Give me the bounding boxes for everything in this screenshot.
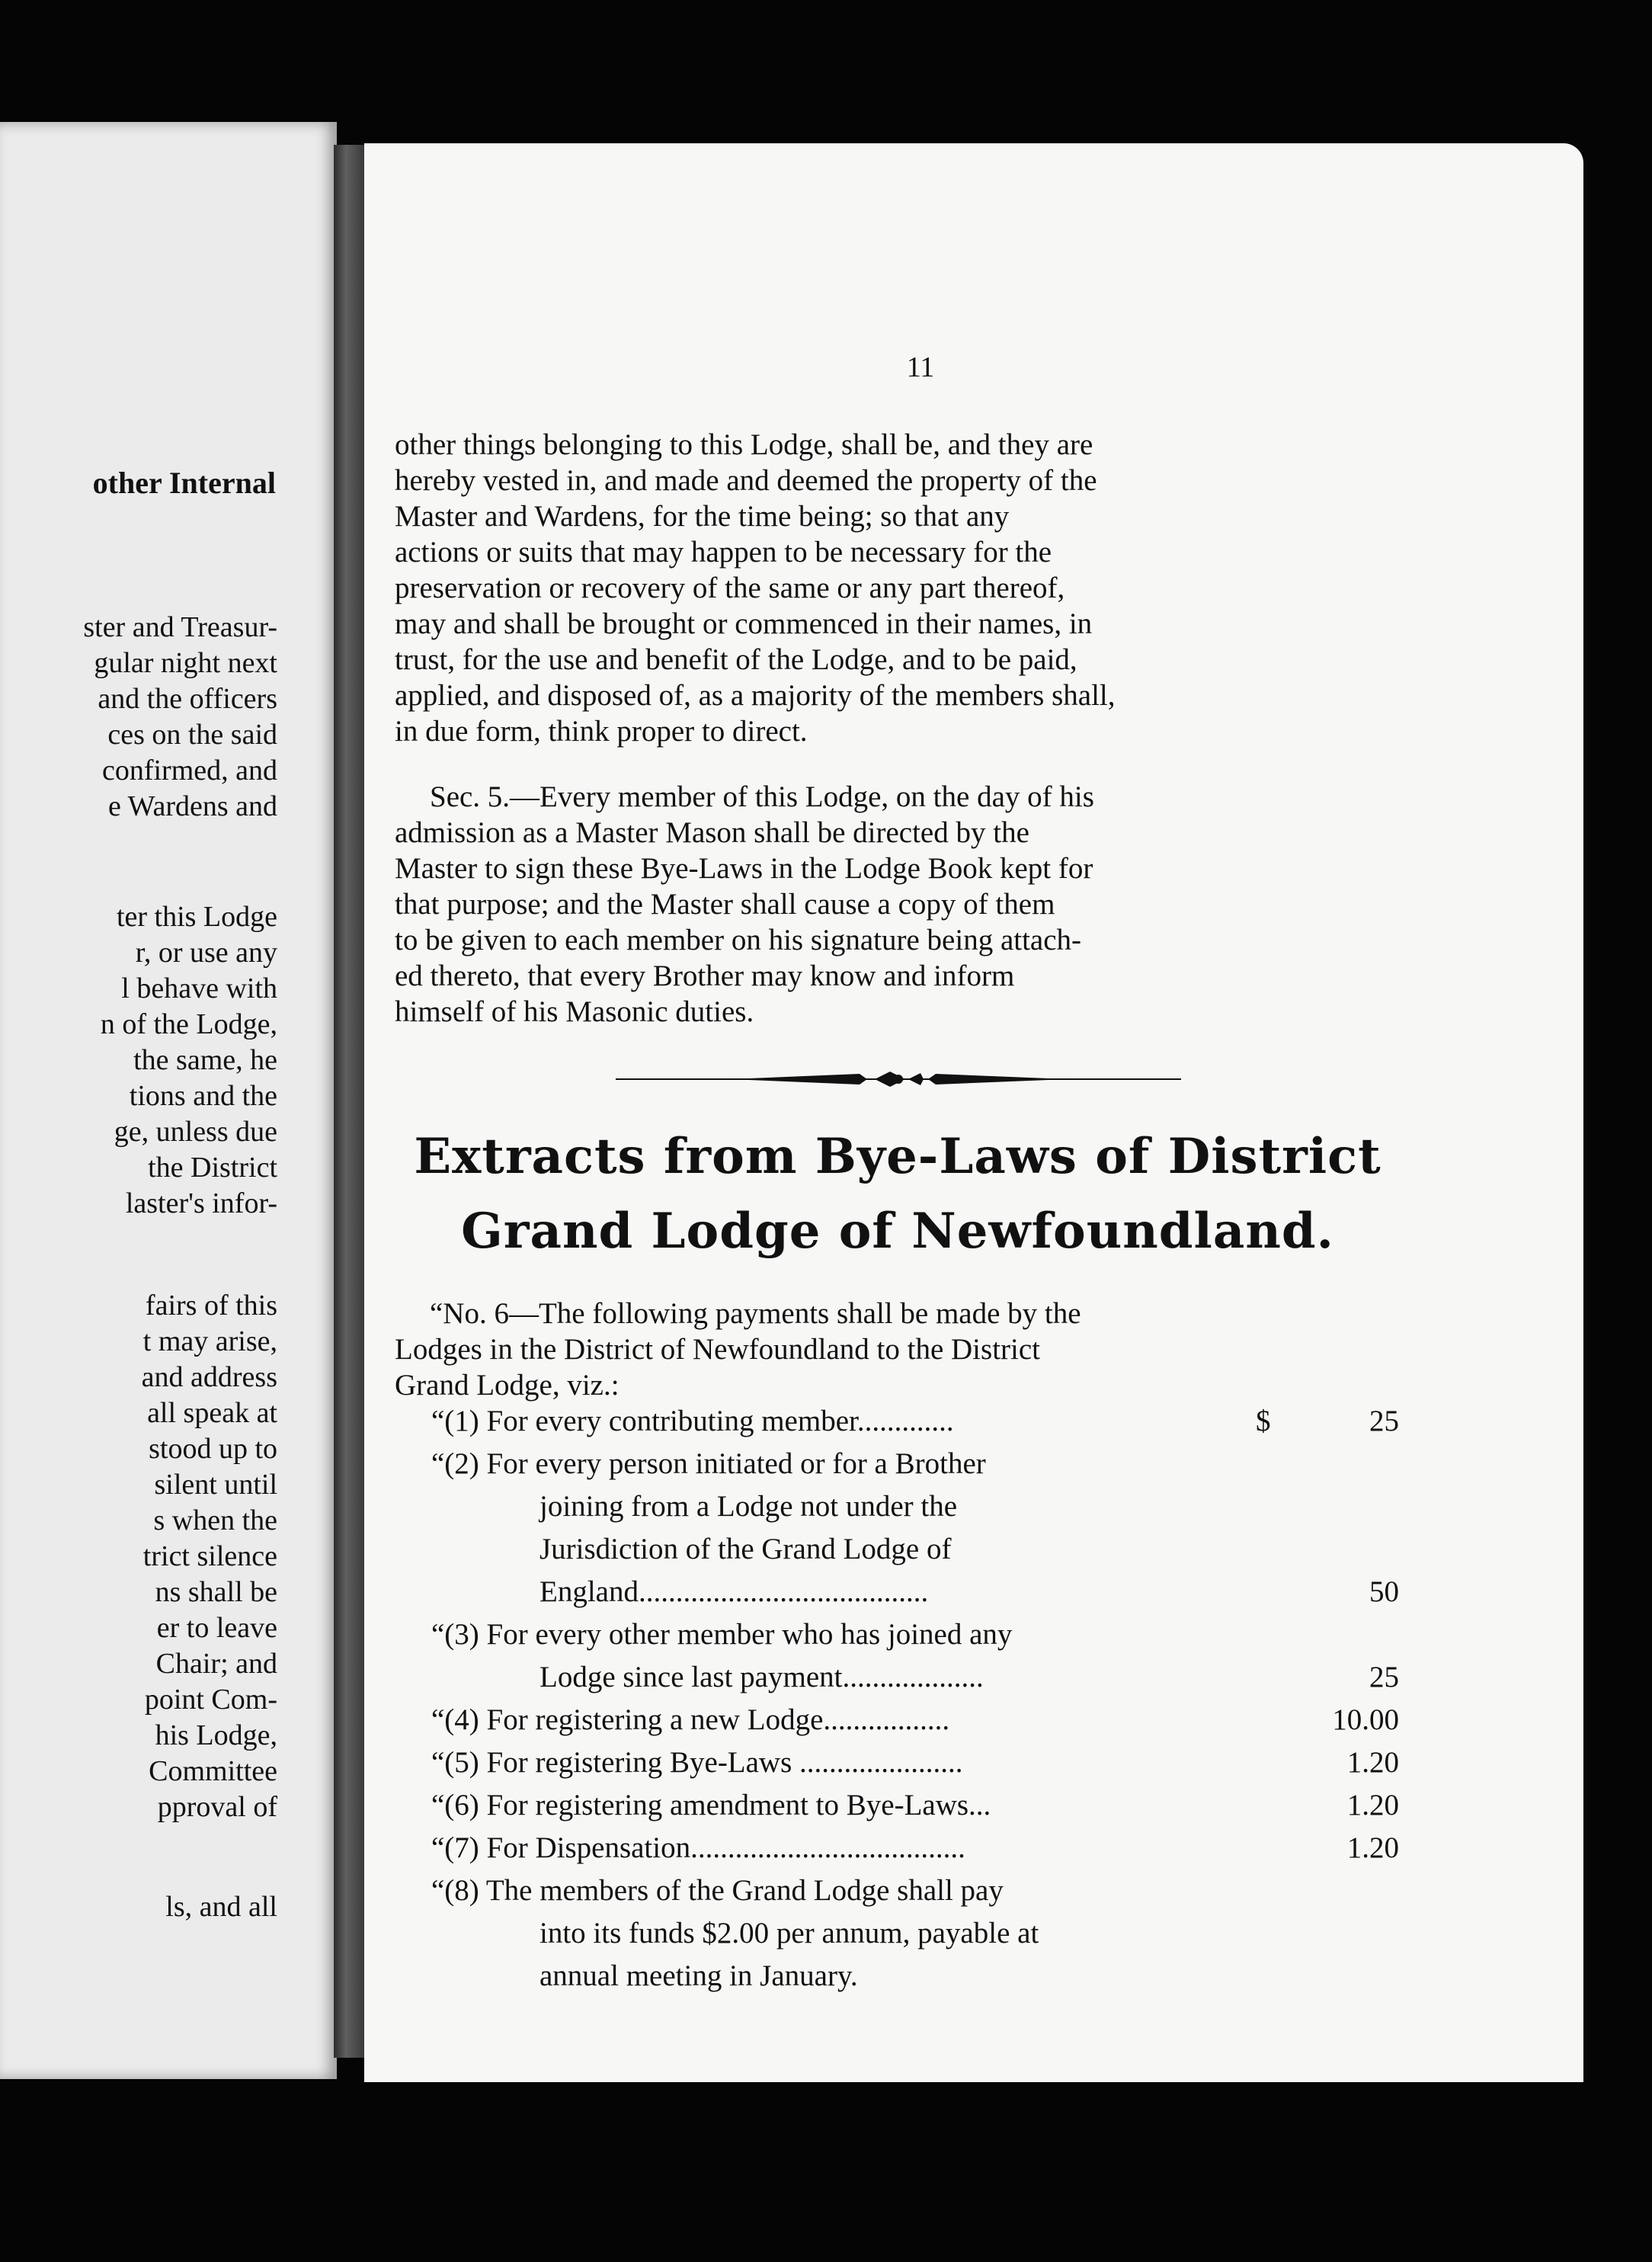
left-line: ns shall be [155, 1576, 277, 1608]
text-line: ed thereto, that every Brother may know and inform [395, 960, 1015, 992]
left-line: Chair; and [155, 1648, 277, 1680]
fee-amount: 10.00 [1332, 1703, 1399, 1736]
left-line: laster's infor- [125, 1187, 277, 1219]
text-line: preservation or recovery of the same or any part thereof, [395, 572, 1065, 604]
fee-amount: 1.20 [1346, 1789, 1399, 1821]
left-page-heading: other Internal [92, 466, 276, 500]
left-line: point Com- [144, 1684, 277, 1716]
left-line: the same, he [133, 1044, 277, 1076]
fee-amount: 1.20 [1346, 1746, 1399, 1779]
left-line: his Lodge, [155, 1719, 277, 1751]
fee-item-continued: joining from a Lodge not under the [539, 1490, 958, 1523]
fee-item-continued: annual meeting in January. [539, 1959, 858, 1992]
text-line: Master and Wardens, for the time being; so that any [395, 500, 1010, 533]
left-line: fairs of this [145, 1290, 277, 1322]
ornament-divider [616, 1065, 1181, 1093]
intro-line: Grand Lodge, viz.: [395, 1369, 620, 1402]
left-line: t may arise, [142, 1325, 277, 1357]
text-line: himself of his Masonic duties. [395, 995, 754, 1028]
text-line: that purpose; and the Master shall cause a copy of them [395, 888, 1055, 921]
left-line: ces on the said [107, 719, 277, 751]
left-line: gular night next [94, 647, 277, 679]
left-line: e Wardens and [107, 790, 277, 822]
payments-section [395, 1296, 1399, 2001]
fee-item: “(5) For registering Bye-Laws ...................... 1.20 [431, 1746, 1399, 1779]
text-line: hereby vested in, and made and deemed the property of the [395, 464, 1097, 497]
left-line: s when the [153, 1504, 277, 1536]
fee-amount: 25 [1369, 1661, 1399, 1693]
left-line: ter this Lodge [116, 901, 277, 933]
left-line: pproval of [157, 1791, 277, 1823]
page-number: 11 [906, 351, 935, 383]
fee-item-continued: England....................................... 50 [539, 1575, 1399, 1608]
left-line: confirmed, and [101, 755, 277, 787]
left-line: n of the Lodge, [100, 1008, 277, 1040]
text-line: applied, and disposed of, as a majority of the members shall, [395, 679, 1116, 712]
fee-amount: 50 [1369, 1575, 1399, 1608]
fee-item-continued: Jurisdiction of the Grand Lodge of [539, 1533, 952, 1565]
fee-amount: 1.20 [1346, 1831, 1399, 1864]
left-line: ge, unless due [114, 1116, 277, 1148]
left-page [0, 122, 337, 2079]
text-line: other things belonging to this Lodge, shall be, and they are [395, 428, 1093, 461]
left-line: silent until [154, 1469, 277, 1501]
left-page-block-3 [142, 1288, 277, 1825]
text-line: admission as a Master Mason shall be directed by the [395, 816, 1029, 849]
left-line: Committee [149, 1755, 277, 1787]
heading-grand-lodge: Grand Lodge of Newfoundland. [461, 1203, 1334, 1260]
fee-item: “(3) For every other member who has joined any [431, 1618, 1013, 1651]
fee-item: “(8) The members of the Grand Lodge shall pay [431, 1874, 1004, 1907]
text-line: actions or suits that may happen to be necessary for the [395, 536, 1052, 569]
left-line: ster and Treasur- [83, 611, 277, 643]
heading-extracts: Extracts from Bye-Laws of District [414, 1128, 1381, 1185]
left-line: and address [141, 1361, 277, 1393]
left-line: trict silence [142, 1540, 277, 1572]
text-line: in due form, think proper to direct. [395, 715, 808, 748]
text-line: trust, for the use and benefit of the Lodge, and to be paid, [395, 643, 1077, 676]
fee-item: “(6) For registering amendment to Bye-Laws... 1.20 [431, 1789, 1399, 1821]
left-page-block-2 [101, 899, 277, 1222]
fee-item: “(7) For Dispensation..................................... 1.20 [431, 1831, 1399, 1864]
left-line: the District [148, 1152, 277, 1184]
fee-item-continued: Lodge since last payment................... 25 [539, 1661, 1399, 1693]
left-page-bottom-line: ls, and all [165, 1891, 277, 1923]
paragraph-section-5 [395, 779, 1399, 1030]
left-page-block-1 [83, 610, 277, 825]
text-line: Sec. 5.—Every member of this Lodge, on the day of his [430, 780, 1094, 813]
left-line: stood up to [149, 1433, 277, 1465]
text-line: to be given to each member on his signature being attach- [395, 924, 1082, 956]
fee-item: “(1) For every contributing member............. $ 25 [431, 1405, 1399, 1437]
book-spine [334, 145, 364, 2058]
text-line: Master to sign these Bye-Laws in the Lodge Book kept for [395, 852, 1093, 885]
currency-symbol: $ [1256, 1405, 1271, 1437]
left-line: all speak at [147, 1397, 277, 1429]
intro-line: Lodges in the District of Newfoundland to the District [395, 1333, 1040, 1366]
left-line: er to leave [156, 1612, 277, 1644]
left-line: l behave with [121, 972, 277, 1004]
left-line: r, or use any [135, 937, 277, 969]
paragraph-property-vesting [395, 427, 1399, 749]
fee-item-continued: into its funds $2.00 per annum, payable at [539, 1917, 1039, 1950]
fee-item: “(4) For registering a new Lodge................. 10.00 [431, 1703, 1399, 1736]
fee-item: “(2) For every person initiated or for a Brother [431, 1447, 986, 1480]
text-line: may and shall be brought or commenced in their names, in [395, 607, 1093, 640]
intro-line: “No. 6—The following payments shall be made by the [430, 1297, 1081, 1330]
left-line: tions and the [129, 1080, 277, 1112]
left-line: and the officers [98, 683, 277, 715]
fee-amount: 25 [1369, 1405, 1399, 1437]
